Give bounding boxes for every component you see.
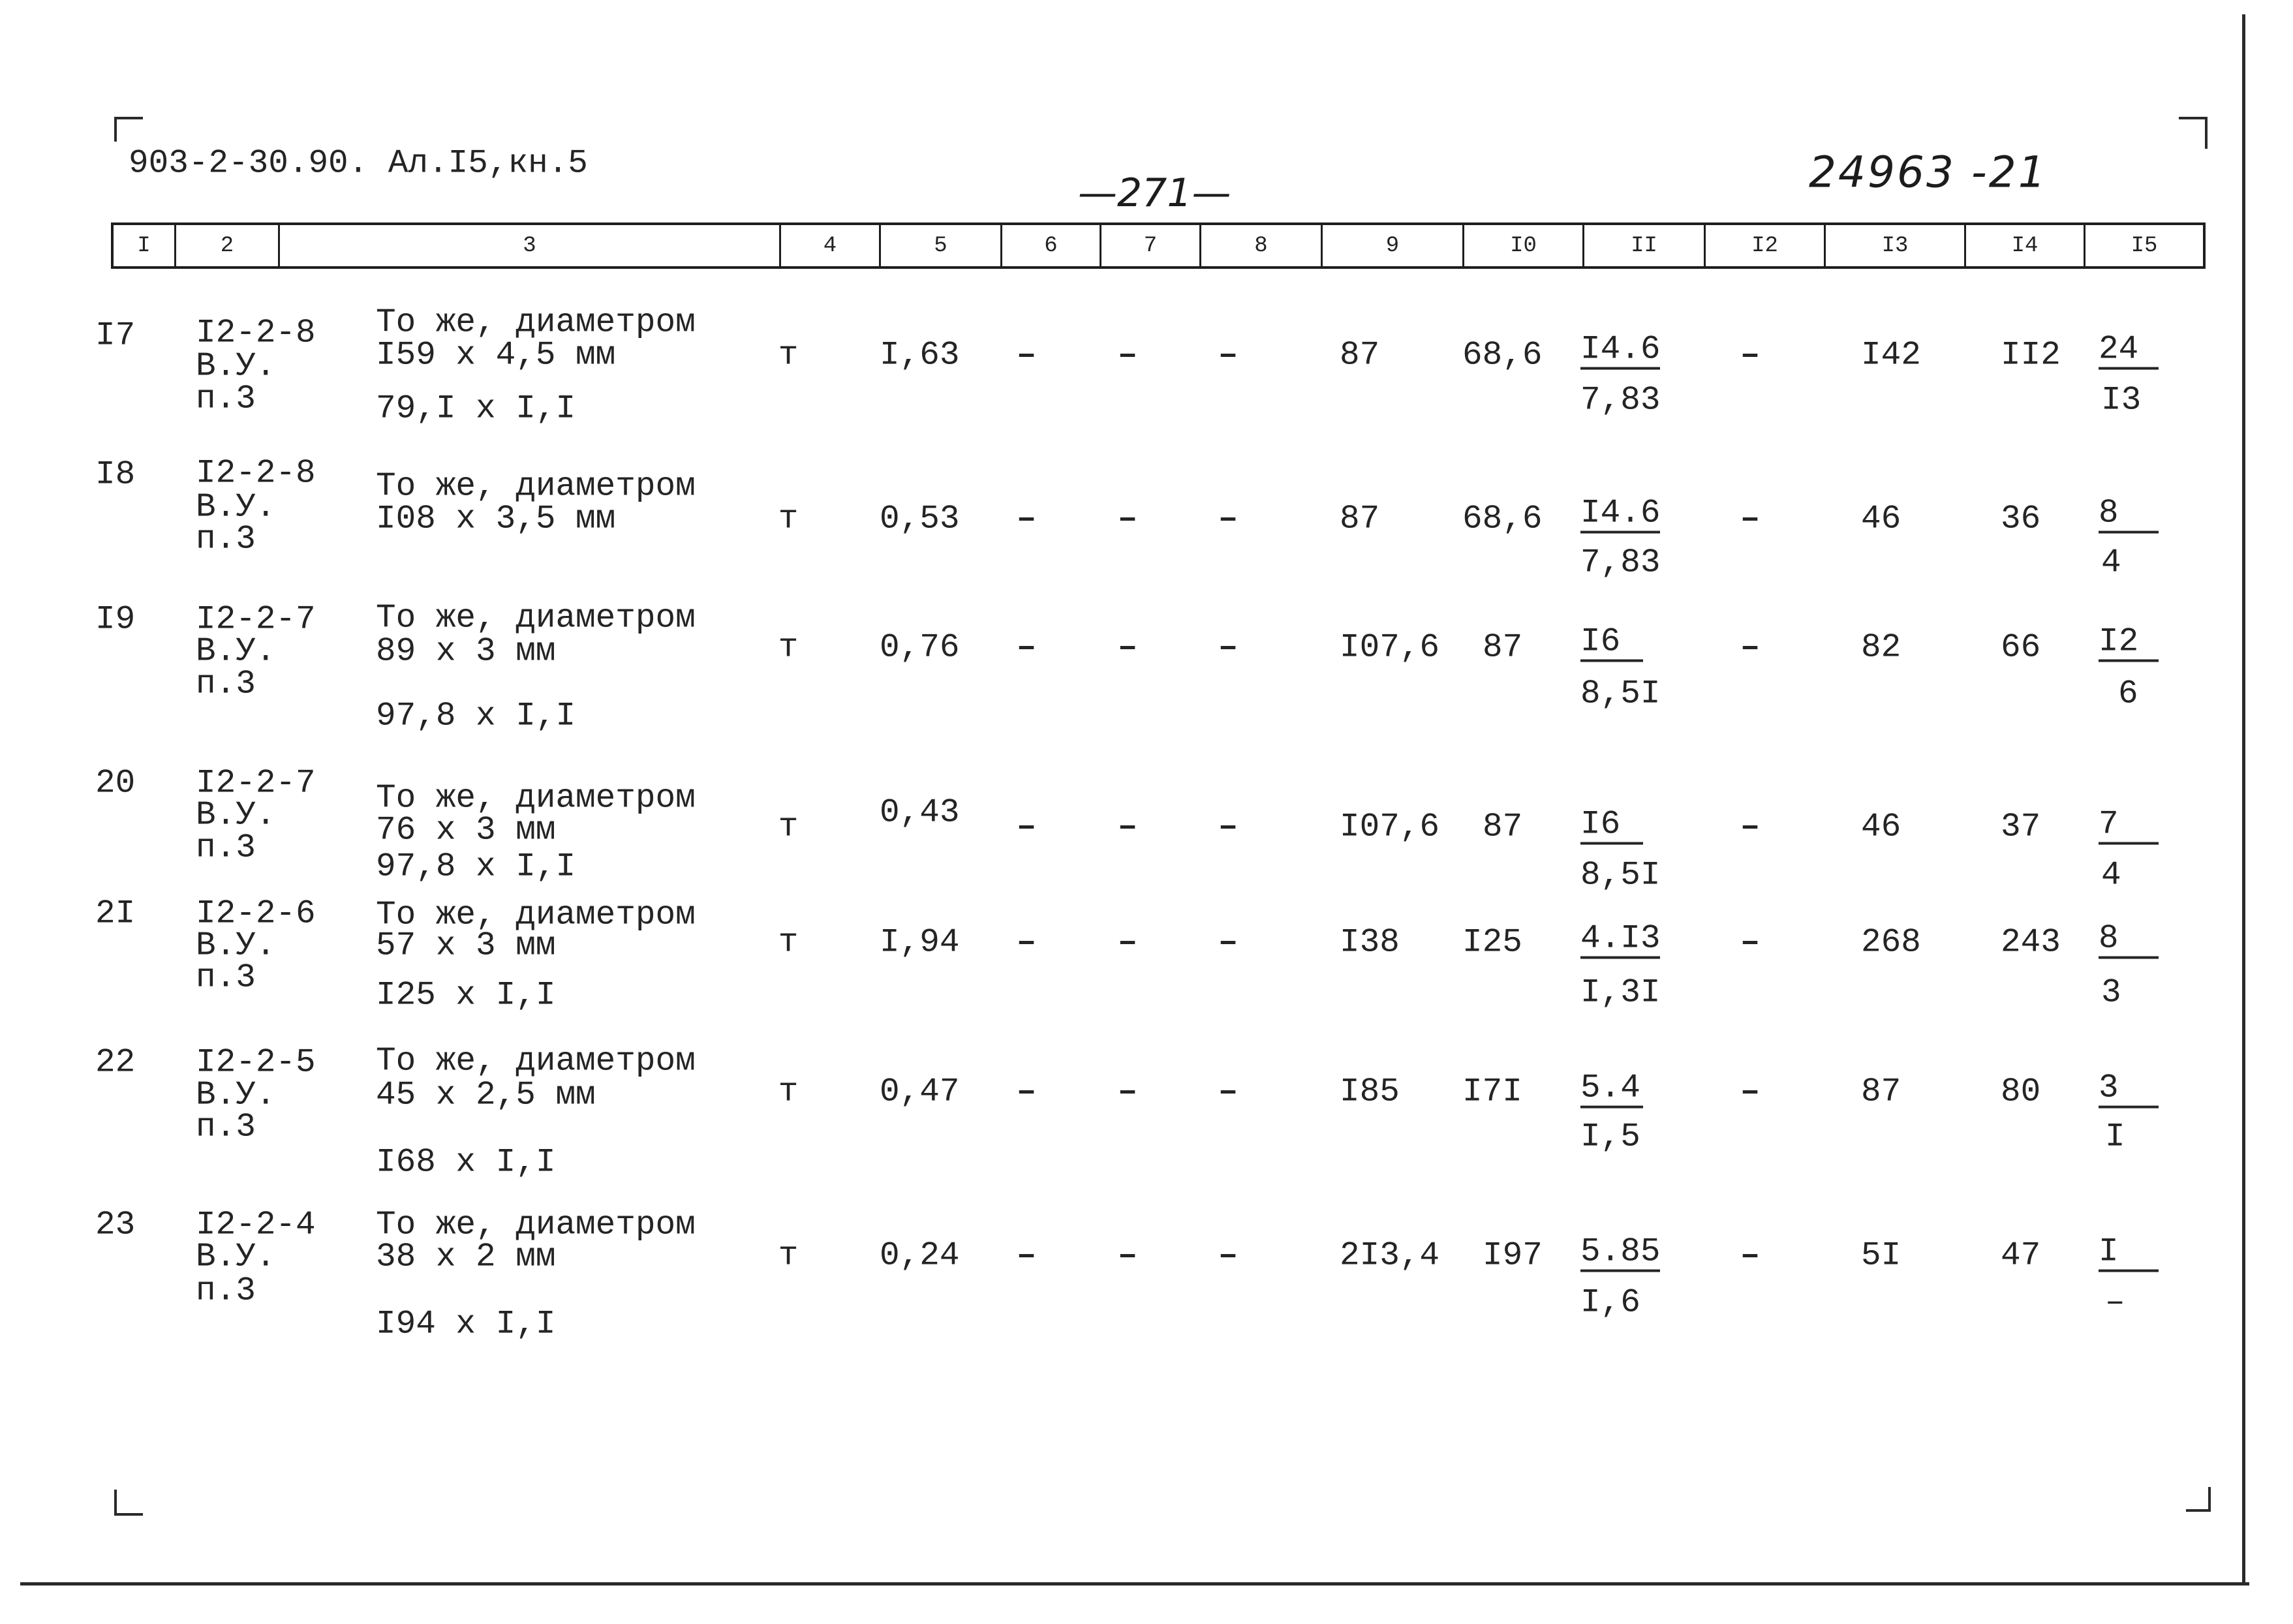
unit-cell: т xyxy=(778,924,799,962)
col-9-value: I38 xyxy=(1340,924,1400,962)
norm-reference-line: I2-2-8 xyxy=(196,314,316,352)
col-7-value: – xyxy=(1117,500,1138,538)
description-line: 45 х 2,5 мм xyxy=(376,1077,596,1114)
col-7-value: – xyxy=(1117,629,1138,667)
col-15-denominator: 6 xyxy=(2118,675,2138,713)
description-line: 89 х 3 мм xyxy=(376,633,556,671)
norm-reference-line: п.3 xyxy=(196,1109,256,1146)
col-11-denominator: I,6 xyxy=(1580,1284,1640,1322)
description-line: То же, диаметром xyxy=(376,896,696,934)
norm-reference-line: п.3 xyxy=(196,1272,256,1310)
description-line: 97,8 х I,I xyxy=(376,697,576,735)
col-6-value: – xyxy=(1016,1237,1037,1275)
description-line: 57 х 3 мм xyxy=(376,927,556,965)
col-12-value: – xyxy=(1740,1237,1761,1275)
description-line: То же, диаметром xyxy=(376,1043,696,1080)
col-15-numerator: I xyxy=(2099,1238,2159,1272)
norm-reference-line: I2-2-7 xyxy=(196,765,316,803)
column-header: 2 xyxy=(174,225,278,266)
norm-reference-line: В.У. xyxy=(196,1077,276,1114)
description-line: I94 х I,I xyxy=(376,1306,556,1343)
col-13-value: 268 xyxy=(1861,924,1921,962)
col-10-value: 68,6 xyxy=(1462,500,1543,538)
col-11-numerator: I4.6 xyxy=(1580,495,1661,532)
col-5-value: 0,43 xyxy=(880,794,960,832)
unit-cell: т xyxy=(778,1237,799,1275)
corner-mark-top-left xyxy=(114,117,143,142)
unit-cell: т xyxy=(778,500,799,538)
norm-reference-line: I2-2-5 xyxy=(196,1044,316,1082)
col-15-denominator: – xyxy=(2105,1284,2125,1322)
description-line: То же, диаметром xyxy=(376,1206,696,1244)
row-number: 2I xyxy=(95,895,136,933)
col-11-denominator: 7,83 xyxy=(1580,544,1661,582)
norm-reference-line: I2-2-4 xyxy=(196,1206,316,1244)
column-header: 4 xyxy=(779,225,879,266)
col-11-denominator: 8,5I xyxy=(1580,675,1661,713)
col-14-value: 66 xyxy=(2001,629,2041,667)
norm-reference-line: п.3 xyxy=(196,521,256,559)
col-8-value: – xyxy=(1218,924,1239,962)
norm-reference-line: В.У. xyxy=(196,927,276,965)
column-header: 6 xyxy=(1000,225,1100,266)
norm-reference-line: В.У. xyxy=(196,489,276,527)
description-line: 97,8 х I,I xyxy=(376,848,576,886)
column-header: II xyxy=(1582,225,1704,266)
col-13-value: 46 xyxy=(1861,808,1901,846)
col-12-value: – xyxy=(1740,629,1761,667)
document-code: 903-2-30.90. Ал.I5,кн.5 xyxy=(129,145,588,183)
corner-mark-bottom-right xyxy=(2186,1487,2211,1512)
col-5-value: 0,47 xyxy=(880,1073,960,1111)
col-14-value: 80 xyxy=(2001,1073,2041,1111)
col-8-value: – xyxy=(1218,337,1239,375)
norm-reference-line: I2-2-6 xyxy=(196,895,316,933)
col-12-value: – xyxy=(1740,337,1761,375)
col-5-value: 0,24 xyxy=(880,1237,960,1275)
col-8-value: – xyxy=(1218,808,1239,846)
col-10-value: I97 xyxy=(1483,1237,1543,1275)
row-number: 20 xyxy=(95,765,136,803)
col-5-value: 0,76 xyxy=(880,629,960,667)
col-6-value: – xyxy=(1016,924,1037,962)
col-5-value: 0,53 xyxy=(880,500,960,538)
norm-reference-line: I2-2-7 xyxy=(196,601,316,639)
col-14-value: II2 xyxy=(2001,337,2061,375)
description-line: I59 х 4,5 мм xyxy=(376,337,616,375)
col-7-value: – xyxy=(1117,1237,1138,1275)
unit-cell: т xyxy=(778,808,799,846)
col-12-value: – xyxy=(1740,500,1761,538)
col-10-value: 68,6 xyxy=(1462,337,1543,375)
col-14-value: 37 xyxy=(2001,808,2041,846)
col-6-value: – xyxy=(1016,337,1037,375)
col-7-value: – xyxy=(1117,924,1138,962)
table-header-row xyxy=(111,222,2206,269)
col-14-value: 36 xyxy=(2001,500,2041,538)
col-9-value: I85 xyxy=(1340,1073,1400,1111)
col-10-value: 87 xyxy=(1483,808,1523,846)
col-11-numerator: 4.I3 xyxy=(1580,920,1661,958)
row-number: 23 xyxy=(95,1206,136,1244)
col-15-numerator: 24 xyxy=(2099,335,2159,370)
col-9-value: 87 xyxy=(1340,337,1380,375)
col-11-denominator: I,5 xyxy=(1580,1118,1640,1156)
col-11-denominator: 7,83 xyxy=(1580,382,1661,420)
col-12-value: – xyxy=(1740,924,1761,962)
col-15-denominator: 4 xyxy=(2101,857,2121,895)
column-header: 7 xyxy=(1100,225,1199,266)
norm-reference-line: В.У. xyxy=(196,797,276,835)
col-11-numerator: I6 xyxy=(1580,628,1643,662)
col-15-numerator: 3 xyxy=(2099,1074,2159,1109)
column-header: 9 xyxy=(1321,225,1462,266)
col-11-numerator: 5.85 xyxy=(1580,1233,1661,1271)
norm-reference-line: В.У. xyxy=(196,633,276,671)
col-11-denominator: I,3I xyxy=(1580,974,1661,1012)
col-15-denominator: 3 xyxy=(2101,974,2121,1012)
column-header: 8 xyxy=(1199,225,1321,266)
column-header: I5 xyxy=(2084,225,2203,266)
col-11-numerator: 5.4 xyxy=(1580,1074,1643,1109)
col-9-value: I07,6 xyxy=(1340,808,1440,846)
col-12-value: – xyxy=(1740,1073,1761,1111)
col-11-numerator: I6 xyxy=(1580,810,1643,845)
col-10-value: I7I xyxy=(1462,1073,1522,1111)
norm-reference-line: п.3 xyxy=(196,380,256,418)
norm-reference-line: п.3 xyxy=(196,666,256,703)
page-right-edge xyxy=(2242,14,2245,1584)
column-header: I2 xyxy=(1704,225,1824,266)
column-header: 3 xyxy=(278,225,779,266)
col-13-value: 87 xyxy=(1861,1073,1901,1111)
col-13-value: 5I xyxy=(1861,1237,1901,1275)
row-number: 22 xyxy=(95,1044,136,1082)
description-line: То же, диаметром xyxy=(376,780,696,818)
col-15-denominator: I xyxy=(2105,1118,2125,1156)
row-number: I9 xyxy=(95,601,136,639)
col-15-numerator: I2 xyxy=(2099,628,2159,662)
col-15-numerator: 8 xyxy=(2099,499,2159,534)
page-number: —271— xyxy=(1078,170,1231,216)
col-15-numerator: 7 xyxy=(2099,810,2159,845)
norm-reference-line: п.3 xyxy=(196,959,256,997)
unit-cell: т xyxy=(778,1073,799,1111)
col-7-value: – xyxy=(1117,337,1138,375)
description-line: То же, диаметром xyxy=(376,304,696,342)
col-8-value: – xyxy=(1218,1073,1239,1111)
col-9-value: 2I3,4 xyxy=(1340,1237,1440,1275)
description-line: То же, диаметром xyxy=(376,600,696,637)
corner-mark-top-right xyxy=(2179,117,2208,149)
page-bottom-edge xyxy=(20,1582,2249,1586)
unit-cell: т xyxy=(778,629,799,667)
col-15-numerator: 8 xyxy=(2099,925,2159,959)
col-11-numerator: I4.6 xyxy=(1580,331,1661,369)
col-10-value: I25 xyxy=(1462,924,1522,962)
column-header: I3 xyxy=(1824,225,1964,266)
norm-reference-line: п.3 xyxy=(196,829,256,867)
description-line: 38 х 2 мм xyxy=(376,1238,556,1276)
column-header: I4 xyxy=(1964,225,2084,266)
description-line: 79,I х I,I xyxy=(376,390,576,428)
row-number: I8 xyxy=(95,456,136,494)
description-line: I08 х 3,5 мм xyxy=(376,500,616,538)
norm-reference-line: В.У. xyxy=(196,1238,276,1276)
col-9-value: 87 xyxy=(1340,500,1380,538)
col-8-value: – xyxy=(1218,1237,1239,1275)
row-number: I7 xyxy=(95,317,136,355)
col-11-denominator: 8,5I xyxy=(1580,857,1661,895)
col-5-value: I,94 xyxy=(880,924,960,962)
col-7-value: – xyxy=(1117,808,1138,846)
col-15-denominator: I3 xyxy=(2101,382,2142,420)
description-line: То же, диаметром xyxy=(376,468,696,506)
description-line: 76 х 3 мм xyxy=(376,812,556,850)
column-header: 5 xyxy=(879,225,1000,266)
col-8-value: – xyxy=(1218,500,1239,538)
col-15-denominator: 4 xyxy=(2101,544,2121,582)
norm-reference-line: I2-2-8 xyxy=(196,455,316,493)
col-6-value: – xyxy=(1016,1073,1037,1111)
col-6-value: – xyxy=(1016,500,1037,538)
col-8-value: – xyxy=(1218,629,1239,667)
col-10-value: 87 xyxy=(1483,629,1523,667)
inventory-number: 24963 -21 xyxy=(1809,147,2048,198)
col-13-value: 46 xyxy=(1861,500,1901,538)
corner-mark-bottom-left xyxy=(114,1490,143,1516)
column-header: I0 xyxy=(1462,225,1582,266)
norm-reference-line: В.У. xyxy=(196,348,276,386)
col-12-value: – xyxy=(1740,808,1761,846)
col-13-value: I42 xyxy=(1861,337,1921,375)
description-line: I25 х I,I xyxy=(376,977,556,1015)
col-9-value: I07,6 xyxy=(1340,629,1440,667)
unit-cell: т xyxy=(778,337,799,375)
col-14-value: 47 xyxy=(2001,1237,2041,1275)
col-7-value: – xyxy=(1117,1073,1138,1111)
column-header: I xyxy=(137,233,151,258)
description-line: I68 х I,I xyxy=(376,1144,556,1182)
col-6-value: – xyxy=(1016,808,1037,846)
col-6-value: – xyxy=(1016,629,1037,667)
col-13-value: 82 xyxy=(1861,629,1901,667)
col-14-value: 243 xyxy=(2001,924,2061,962)
col-5-value: I,63 xyxy=(880,337,960,375)
